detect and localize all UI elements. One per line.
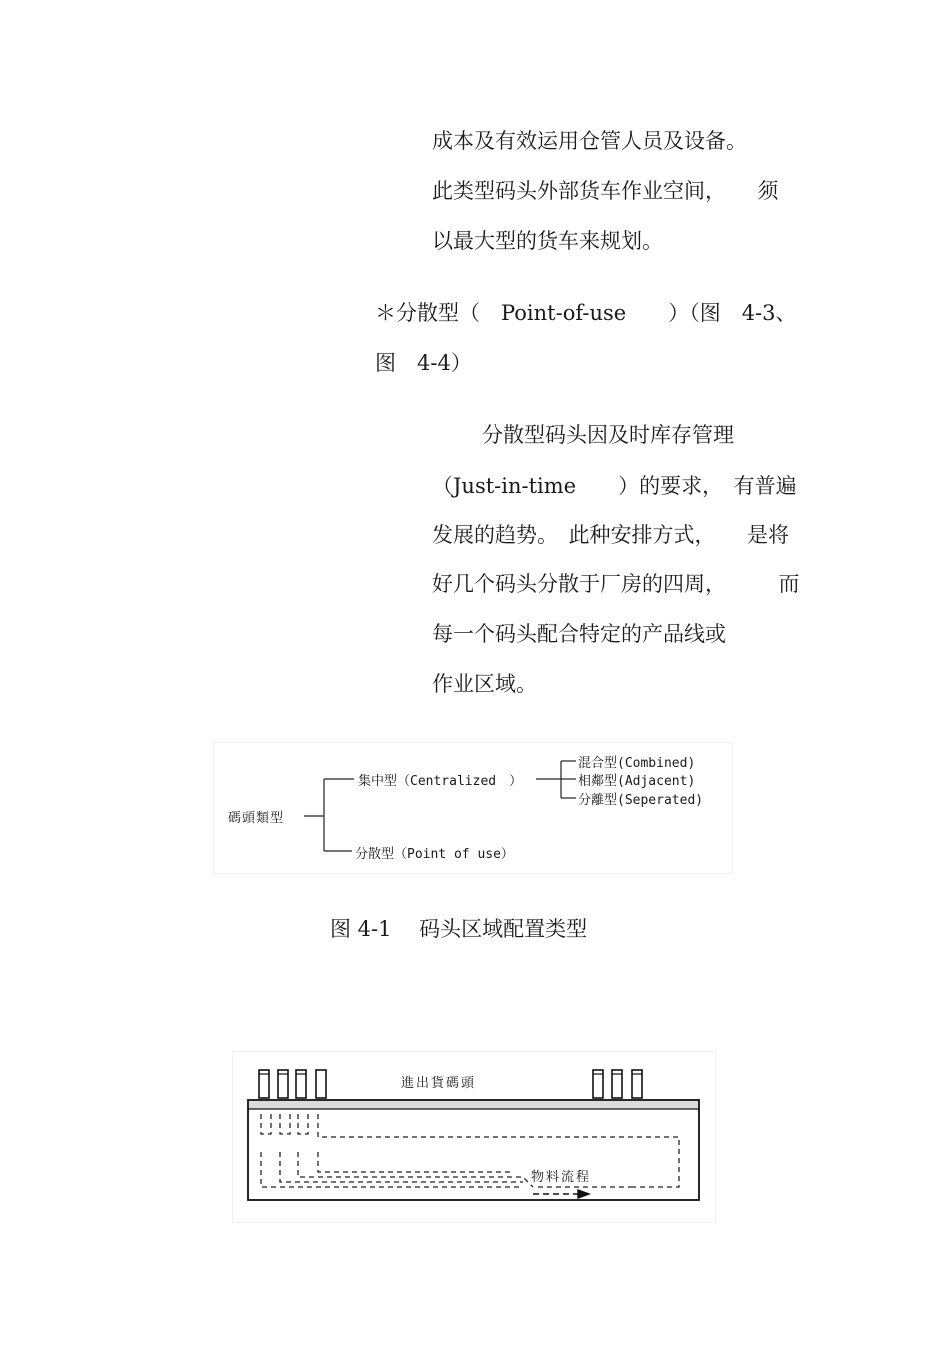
material-flow-diagram	[232, 1051, 716, 1223]
diagram-subtype-combined: 混合型(Combined)	[578, 756, 696, 771]
diagram-subtype-adjacent: 相鄰型(Adjacent)	[578, 774, 696, 789]
paragraph2-line-1: 分散型码头因及时库存管理	[482, 423, 734, 447]
section-heading-line-2: 图 4-4）	[375, 351, 472, 375]
dock-label: 進出貨碼頭	[401, 1076, 477, 1091]
dock-type-diagram	[213, 742, 733, 874]
figure-caption: 图 4-1 码头区域配置类型	[330, 917, 588, 941]
section-heading-line-1: ＊分散型（ Point-of-use ）（图 4-3、	[375, 301, 797, 325]
left-dock-doors	[259, 1070, 326, 1098]
paragraph2-line-2: （Just-in-time ）的要求， 有普遍	[432, 474, 797, 498]
diagram-point-of-use-label: 分散型（Point of use）	[355, 847, 514, 862]
paragraph1-line-1: 成本及有效运用仓管人员及设备。	[432, 129, 747, 153]
material-flow-label: 物料流程	[531, 1170, 592, 1185]
paragraph1-line-2: 此类型码头外部货车作业空间， 须	[432, 179, 779, 203]
paragraph2-line-3: 发展的趋势。 此种安排方式， 是将	[432, 523, 789, 547]
diagram-subtype-seperated: 分離型(Seperated)	[578, 793, 704, 808]
paragraph2-line-5: 每一个码头配合特定的产品线或	[432, 622, 726, 646]
paragraph1-line-3: 以最大型的货车来规划。	[432, 229, 663, 253]
paragraph2-line-6: 作业区域。	[432, 672, 537, 696]
diagram-centralized-label: 集中型（Centralized ）	[358, 774, 523, 789]
diagram-root-label: 碼頭類型	[228, 811, 285, 826]
paragraph2-line-4: 好几个码头分散于厂房的四周， 而	[432, 572, 800, 596]
